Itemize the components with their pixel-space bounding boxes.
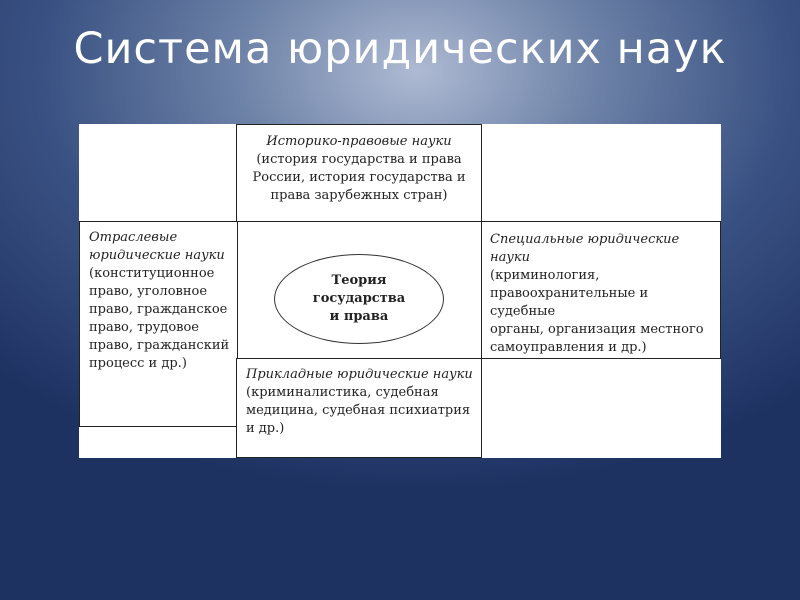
box-text-line: права зарубежных стран)	[270, 188, 448, 203]
box-text-line: медицина, судебная психиатрия	[246, 403, 471, 418]
ellipse-text-line: Теория	[331, 273, 387, 288]
box-text-line: право, гражданский	[89, 338, 230, 353]
box-text-line: (история государства и права	[256, 152, 462, 167]
box-heading: Историко-правовые науки	[266, 134, 452, 149]
branch-legal-sciences-box	[79, 221, 238, 427]
slide-title: Система юридических наук	[73, 24, 727, 74]
historical-legal-sciences-box	[236, 124, 482, 222]
box-text-line: (криминалистика, судебная	[246, 385, 439, 400]
box-text-line: (конституционное	[89, 266, 215, 281]
applied-legal-sciences-box	[236, 358, 482, 458]
box-heading: Специальные юридические науки	[490, 232, 680, 265]
box-text-line: (криминология,	[490, 268, 600, 283]
box-text-line: право, гражданское	[89, 302, 228, 317]
ellipse-text-line: государства	[312, 291, 406, 306]
box-text-line: право, трудовое	[89, 320, 199, 335]
box-text-line: органы, организация местного	[490, 322, 704, 337]
ellipse-text-line: и права	[329, 309, 389, 324]
box-heading: юридические науки	[89, 248, 225, 263]
box-text-line: России, история государства и	[252, 170, 466, 185]
box-text-line: процесс и др.)	[89, 356, 187, 371]
box-text-line: самоуправления и др.)	[490, 340, 647, 355]
special-legal-sciences-box	[481, 221, 721, 359]
box-text-line: правоохранительные и судебные	[490, 286, 649, 319]
box-heading: Отраслевые	[89, 230, 178, 245]
box-text-line: право, уголовное	[89, 284, 208, 299]
box-heading: Прикладные юридические науки	[246, 367, 473, 382]
legal-sciences-diagram	[79, 124, 721, 458]
box-text-line: и др.)	[246, 421, 285, 436]
theory-of-state-and-law-ellipse	[274, 254, 444, 344]
